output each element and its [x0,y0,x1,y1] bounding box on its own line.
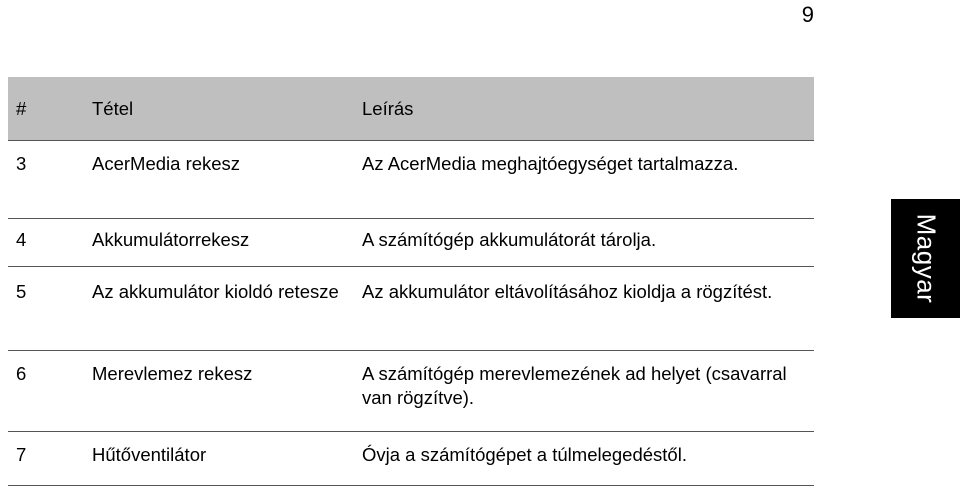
row-number: 5 [8,267,92,351]
table-row [8,267,814,351]
language-tab-label: Magyar [911,213,942,304]
row-number: 3 [8,141,92,219]
row-item: Akkumulátorrekesz [92,219,362,267]
table-row [8,351,814,432]
table-row [8,141,814,219]
row-item: Merevlemez rekesz [92,351,362,432]
table-header-row [8,77,814,141]
header-description: Leírás [362,77,814,141]
page-number: 9 [801,2,814,27]
row-item: Hűtőventilátor [92,432,362,486]
row-description: Az akkumulátor eltávolításához kioldja a rögzítést. [362,267,814,351]
items-table [8,77,814,486]
row-number: 6 [8,351,92,432]
table-row [8,219,814,267]
row-item: Az akkumulátor kioldó retesze [92,267,362,351]
row-number: 7 [8,432,92,486]
row-description: Óvja a számítógépet a túlmelegedéstől. [362,432,814,486]
table-row [8,432,814,486]
row-item: AcerMedia rekesz [92,141,362,219]
row-description: A számítógép akkumulátorát tárolja. [362,219,814,267]
row-number: 4 [8,219,92,267]
header-number: # [8,77,92,141]
row-description: Az AcerMedia meghajtóegységet tartalmazza. [362,141,814,219]
header-item: Tétel [92,77,362,141]
row-description: A számítógép merevlemezének ad helyet (csavarral van rögzítve). [362,351,814,432]
language-tab [891,199,960,318]
